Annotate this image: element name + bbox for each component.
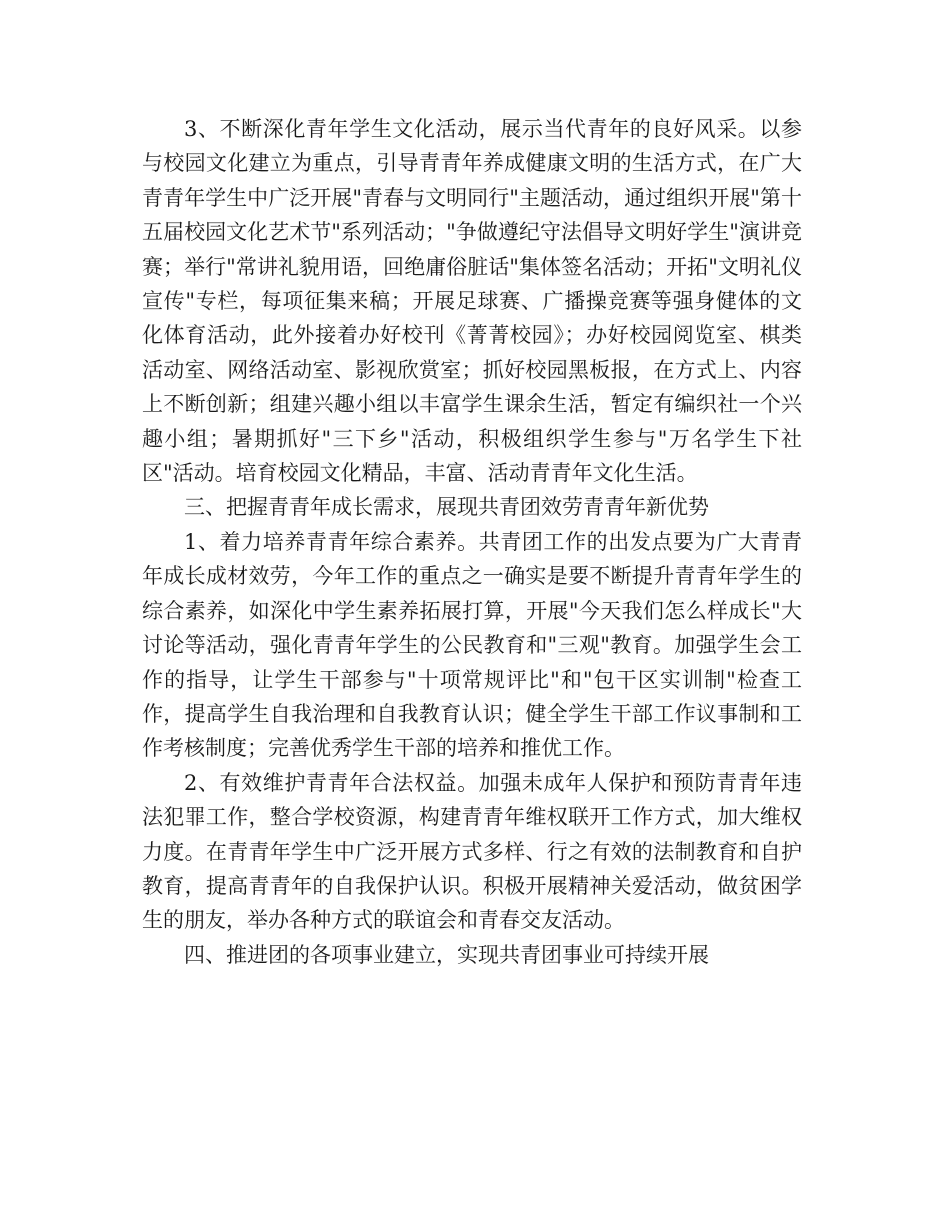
paragraph-legal-rights: 2、有效维护青青年合法权益。加强未成年人保护和预防青青年违法犯罪工作，整合学校资源，构建青青年维权联开工作方式，加大维权力度。在青青年学生中广泛开展方式多样、行之有效的法制教育和自护教育，提高青青年的自我保护认识。积极开展精神关爱活动，做贫困学生的朋友，举办各种方式的联谊会和青春交友活动。 (142, 770, 802, 933)
section-heading-three: 三、把握青青年成长需求，展现共青团效劳青青年新优势 (184, 495, 709, 520)
section-heading-four: 四、推进团的各项事业建立，实现共青团事业可持续开展 (184, 942, 709, 967)
paragraph-comprehensive-quality: 1、着力培养青青年综合素养。共青团工作的出发点要为广大青青年成长成材效劳，今年工作的重点之一确实是要不断提升青青年学生的综合素养，如深化中学生素养拓展打算，开展"今天我们怎么样成长"大讨论等活动，强化青青年学生的公民教育和"三观"教育。加强学生会工作的指导，让学生干部参与"十项常规评比"和"包干区实训制"检查工作，提高学生自我治理和自我教育认识；健全学生干部工作议事制和工作考核制度；完善优秀学生干部的培养和推优工作。 (142, 529, 802, 761)
paragraph-campus-culture: 3、不断深化青年学生文化活动，展示当代青年的良好风采。以参与校园文化建立为重点，引导青青年养成健康文明的生活方式，在广大青青年学生中广泛开展"青春与文明同行"主题活动，通过组织开展"第十五届校园文化艺术节"系列活动；"争做遵纪守法倡导文明好学生"演讲竞赛；举行"常讲礼貌用语，回绝庸俗脏话"集体签名活动；开拓"文明礼仪宣传"专栏，每项征集来稿；开展足球赛、广播操竞赛等强身健体的文化体育活动，此外接着办好校刊《菁菁校园》；办好校园阅览室、棋类活动室、网络活动室、影视欣赏室；抓好校园黑板报，在方式上、内容上不断创新；组建兴趣小组以丰富学生课余生活，暂定有编织社一个兴趣小组；暑期抓好"三下乡"活动，积极组织学生参与"万名学生下社区"活动。培育校园文化精品，丰富、活动青青年文化生活。 (142, 117, 802, 486)
document-body (142, 112, 802, 972)
